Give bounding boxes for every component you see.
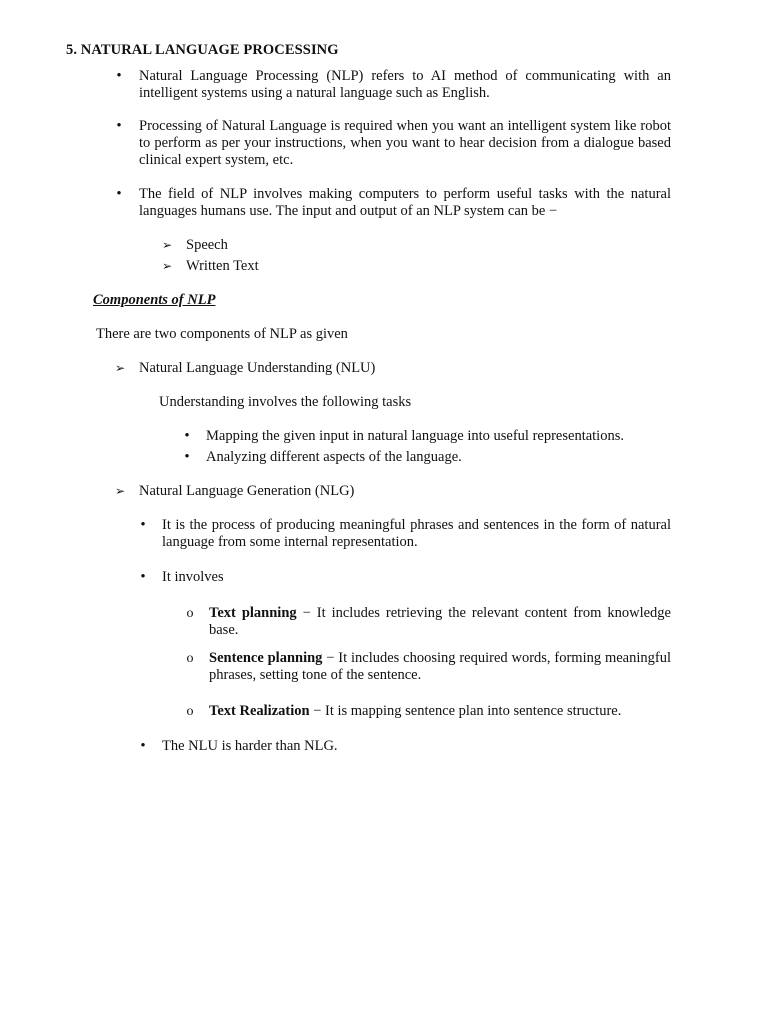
nlg-stage-text-planning <box>209 605 671 639</box>
nlg-stage-text-realization <box>209 703 671 720</box>
stage-separator: − <box>296 605 317 621</box>
stage-term: Text Realization <box>209 703 310 719</box>
bullet-marker: • <box>116 118 122 134</box>
stage-description: It is mapping sentence plan into sentence structure. <box>325 703 622 719</box>
nlg-point-2: It involves <box>162 569 224 585</box>
nlu-intro: Understanding involves the following tasks <box>159 394 412 410</box>
arrow-marker: ➢ <box>114 361 126 375</box>
bullet-marker: • <box>116 68 122 84</box>
arrow-marker: ➢ <box>161 238 173 252</box>
circle-marker: o <box>186 606 194 621</box>
nlg-conclusion: The NLU is harder than NLG. <box>162 738 338 754</box>
nlu-title: Natural Language Understanding (NLU) <box>139 360 376 376</box>
bullet-marker: • <box>184 428 190 444</box>
nlg-stage-sentence-planning <box>209 650 671 684</box>
arrow-marker: ➢ <box>161 259 173 273</box>
io-item-written-text: Written Text <box>186 258 259 274</box>
bullet-marker: • <box>116 186 122 202</box>
intro-bullet-1: Natural Language Processing (NLP) refers to AI method of communicating with an intelligent systems using a natural language such as English. <box>139 68 671 101</box>
nlu-task-1: Mapping the given input in natural language into useful representations. <box>206 428 624 444</box>
bullet-marker: • <box>140 569 146 585</box>
intro-bullet-2: Processing of Natural Language is required when you want an intelligent system like robot to perform as per your instructions, when you want to hear decision from a dialogue based clinical expert system, etc. <box>139 118 671 168</box>
io-item-speech: Speech <box>186 237 228 253</box>
stage-description: It includes retrieving the relevant content from knowledge base. <box>209 605 671 638</box>
nlg-point-1: It is the process of producing meaningful phrases and sentences in the form of natural language from some internal representation. <box>162 517 671 550</box>
arrow-marker: ➢ <box>114 484 126 498</box>
stage-separator: − <box>322 650 339 666</box>
bullet-marker: • <box>140 517 146 533</box>
nlg-title: Natural Language Generation (NLG) <box>139 483 355 499</box>
section-heading: 5. NATURAL LANGUAGE PROCESSING <box>66 42 339 58</box>
circle-marker: o <box>186 651 194 666</box>
nlu-task-2: Analyzing different aspects of the language. <box>206 449 462 465</box>
components-heading: Components of NLP <box>93 292 216 308</box>
stage-separator: − <box>309 703 325 719</box>
stage-term: Text planning <box>209 605 297 621</box>
circle-marker: o <box>186 704 194 719</box>
intro-bullet-3: The field of NLP involves making computers to perform useful tasks with the natural languages humans use. The input and output of an NLP system can be − <box>139 186 671 219</box>
stage-description: It includes choosing required words, forming meaningful phrases, setting tone of the sentence. <box>209 650 671 683</box>
components-intro: There are two components of NLP as given <box>96 326 348 342</box>
stage-term: Sentence planning <box>209 650 323 666</box>
bullet-marker: • <box>140 738 146 754</box>
bullet-marker: • <box>184 449 190 465</box>
